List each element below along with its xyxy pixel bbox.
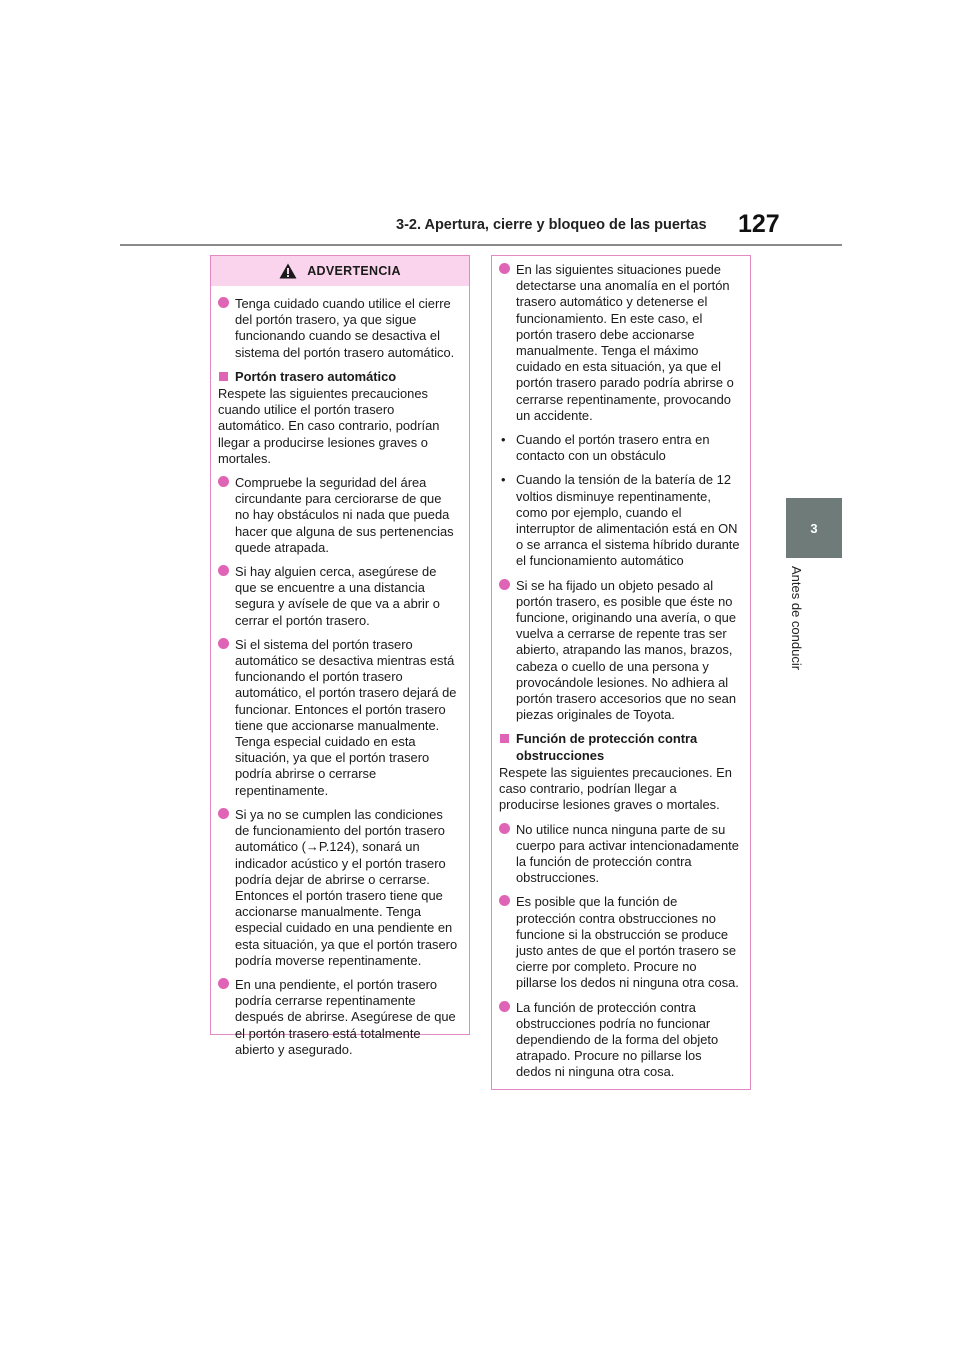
- list-item: Es posible que la función de protección contra obstrucciones no funcione si la obstrucción se produce justo antes de que el portón trasero se cierre por completo. Procure no pillarse los dedos ni ninguna otra cosa.: [499, 894, 740, 991]
- section-title: Portón trasero automático: [218, 369, 459, 385]
- chapter-tab[interactable]: [786, 498, 842, 558]
- sub-list-item: • Cuando el portón trasero entra en contacto con un obstáculo: [501, 432, 710, 464]
- bullet-icon: [218, 476, 229, 487]
- warning-box: [210, 255, 470, 1057]
- section-intro: Respete las siguientes precauciones. En caso contrario, podrían llegar a producirse lesiones graves o mortales.: [499, 764, 732, 813]
- list-item: Si ya no se cumplen las condiciones de funcionamiento del portón trasero automático (→P.124), sonará un indicador acústico y el portón trasero podría dejar de abrirse o cerrarse. Entonces el portón trasero tiene que accionarse manualmente. Tenga especial cuidado en una pendiente en esta situación, ya que el portón trasero podría moverse repentinamente.: [218, 807, 459, 969]
- bullet-icon: [218, 978, 229, 989]
- section-title: Función de protección contra obstrucciones: [499, 731, 740, 763]
- header-divider: [120, 244, 842, 246]
- list-item: Tenga cuidado cuando utilice el cierre del portón trasero, ya que sigue funcionando cuando se desactiva el sistema del portón trasero automático.: [218, 296, 459, 361]
- bullet-icon: [218, 565, 229, 576]
- bullet-icon: [499, 823, 510, 834]
- chapter-title: 3-2. Apertura, cierre y bloqueo de las puertas: [396, 217, 707, 233]
- bullet-icon: [218, 808, 229, 819]
- chapter-tab-number: 3: [810, 520, 818, 536]
- bullet-icon: [218, 638, 229, 649]
- warning-triangle-icon: [279, 263, 297, 279]
- list-item: En una pendiente, el portón trasero podría cerrarse repentinamente después de abrirse. Asegúrese de que el portón trasero está totalmente abierto y asegurado.: [218, 977, 459, 1058]
- bullet-icon: [499, 263, 510, 274]
- list-item: Si hay alguien cerca, asegúrese de que se encuentre a una distancia segura y avísele de que va a abrir o cerrar el portón trasero.: [218, 564, 459, 629]
- sub-list-item: • Cuando la tensión de la batería de 12 voltios disminuye repentinamente, como por ejemplo, cuando el interruptor de alimentación está en ON o se arranca el sistema híbrido durante el funcionamiento automático: [501, 472, 740, 569]
- square-bullet-icon: [500, 734, 509, 743]
- bullet-icon: [499, 895, 510, 906]
- list-item: Compruebe la seguridad del área circundante para cerciorarse de que no hay obstáculos ni nada que pueda hacer que alguna de sus pertenencias quede atrapada.: [218, 475, 459, 556]
- list-item: En las siguientes situaciones puede detectarse una anomalía en el portón trasero automático y detenerse el funcionamiento. En este caso, el portón trasero debe accionarse manualmente. Tenga el máximo cuidado en esta situación, ya que el portón trasero parado podría abrirse o cerrarse repentinamente, provocando un accidente.: [499, 262, 740, 424]
- warning-header: [211, 256, 469, 286]
- list-item: Si el sistema del portón trasero automático se desactiva mientras está funcionando el portón trasero automático, el portón trasero dejará de funcionar. Entonces el portón trasero tiene que accionarse manualmente. Tenga especial cuidado en esta situación, ya que el portón trasero podría abrirse o cerrarse repentinamente.: [218, 637, 459, 799]
- bullet-icon: [218, 297, 229, 308]
- list-item: La función de protección contra obstrucciones podría no funcionar dependiendo de la forma del objeto atrapado. Procure no pillarse los dedos ni ninguna otra cosa.: [499, 1000, 740, 1081]
- section-intro: Respete las siguientes precauciones cuando utilice el portón trasero automático. En caso contrario, podrían llegar a producirse lesiones graves o mortales.: [218, 386, 440, 466]
- warning-box-continued: [491, 255, 751, 1090]
- list-item: No utilice nunca ninguna parte de su cuerpo para activar intencionadamente la función de protección contra obstrucciones.: [499, 822, 740, 887]
- bullet-icon: [499, 579, 510, 590]
- bullet-icon: [499, 1001, 510, 1012]
- page-number: 127: [738, 210, 780, 238]
- square-bullet-icon: [219, 372, 228, 381]
- warning-title: ADVERTENCIA: [307, 263, 401, 278]
- chapter-tab-label: Antes de conducir: [789, 566, 804, 671]
- list-item: Si se ha fijado un objeto pesado al portón trasero, es posible que éste no funcione, originando una avería, o que vuelva a cerrarse de repente tras ser abierto, atrapando las manos, brazos, cabeza o cuello de una persona y provocándole lesiones. No adhiera al portón trasero accesorios que no sean piezas originales de Toyota.: [499, 578, 740, 724]
